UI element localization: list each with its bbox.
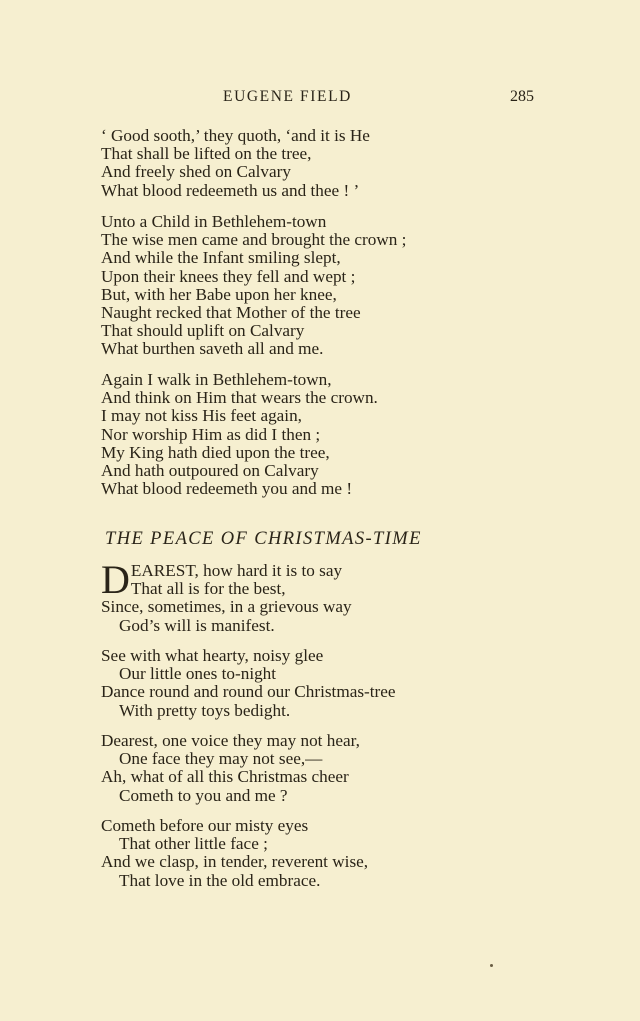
print-speck (490, 964, 493, 967)
verse-line: EAREST, how hard it is to say (130, 561, 343, 580)
verse-line: Upon their knees they fell and wept ; (101, 266, 356, 286)
running-head (0, 87, 640, 107)
drop-cap: D (101, 557, 130, 602)
verse-line: Our little ones to-night (119, 664, 277, 684)
verse-line: Again I walk in Bethlehem-town, (101, 370, 332, 389)
verse-line: Ah, what of all this Christmas cheer (101, 767, 349, 787)
verse-line: What blood redeemeth you and me ! (101, 479, 353, 499)
verse-line: Unto a Child in Bethlehem-town (101, 212, 327, 231)
poem1-stanza-3 (101, 371, 601, 498)
verse-line: God’s will is manifest. (119, 615, 275, 635)
verse-line: Naught recked that Mother of the tree (101, 303, 361, 323)
verse-line: And hath outpoured on Calvary (101, 461, 319, 481)
poem1-stanza-2 (101, 213, 601, 359)
verse-line: That should uplift on Calvary (101, 321, 305, 341)
verse-line: And we clasp, in tender, reverent wise, (101, 852, 369, 872)
verse-line: Dearest, one voice they may not hear, (101, 731, 360, 750)
verse-line: That shall be lifted on the tree, (101, 144, 312, 164)
verse-line: That other little face ; (119, 834, 268, 854)
poem2-stanza-4 (101, 817, 601, 890)
verse-line: My King hath died upon the tree, (101, 442, 330, 462)
poem1-stanza-1 (101, 127, 601, 200)
verse-line: But, with her Babe upon her knee, (101, 284, 337, 304)
verse-line: And while the Infant smiling slept, (101, 248, 341, 268)
verse-line: Since, sometimes, in a grievous way (101, 597, 352, 617)
page-number: 285 (510, 88, 534, 105)
verse-line: Nor worship Him as did I then ; (101, 424, 321, 444)
verse-line: What blood redeemeth us and thee ! ’ (101, 180, 360, 200)
verse-line: Dance round and round our Christmas-tree (101, 682, 396, 702)
verse-line: I may not kiss His feet again, (101, 406, 302, 426)
verse-line: That love in the old embrace. (119, 870, 321, 890)
verse-line: Cometh to you and me ? (119, 785, 288, 805)
verse-line: Cometh before our misty eyes (101, 816, 309, 835)
verse-line: That all is for the best, (130, 579, 286, 599)
verse-line: And freely shed on Calvary (101, 162, 291, 182)
verse-line: ‘ Good sooth,’ they quoth, ‘and it is He (101, 126, 370, 145)
running-title: EUGENE FIELD (223, 88, 352, 105)
verse-line: The wise men came and brought the crown ; (101, 230, 407, 250)
verse-line: See with what hearty, noisy glee (101, 646, 324, 665)
verse-line: And think on Him that wears the crown. (101, 388, 378, 408)
poem2-stanza-2 (101, 647, 601, 720)
poem2-stanza-1 (101, 557, 601, 635)
poem2-stanza-3 (101, 732, 601, 805)
verse-line: What burthen saveth all and me. (101, 339, 324, 359)
verse-line: With pretty toys bedight. (119, 700, 291, 720)
verse-line: One face they may not see,— (119, 749, 323, 769)
poem-title: THE PEACE OF CHRISTMAS-TIME (105, 529, 422, 549)
